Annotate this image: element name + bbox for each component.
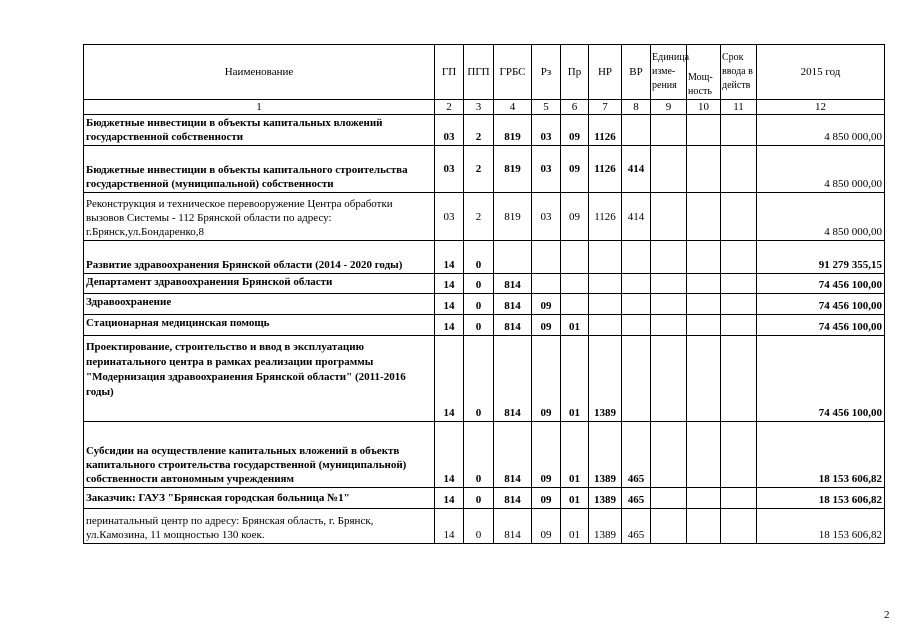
cell-grbs: 819: [494, 115, 532, 146]
cell-pr: 01: [561, 509, 589, 544]
cell-gp: 14: [435, 488, 464, 509]
cell-grbs: 814: [494, 294, 532, 315]
row-name: Субсидии на осуществление капитальных вложений в объектв капитального строительства государственной (муниципальной) собственности автономным учреждениям: [84, 422, 435, 488]
cell-vr: [622, 336, 651, 422]
header-row: [84, 45, 885, 100]
cell-gp: 14: [435, 274, 464, 294]
cell-term: [721, 146, 757, 193]
column-number: 11: [721, 100, 757, 115]
cell-term: [721, 422, 757, 488]
cell-nr: [589, 274, 622, 294]
cell-pr: 01: [561, 488, 589, 509]
table-row: [84, 488, 885, 509]
cell-term: [721, 193, 757, 241]
column-number: 8: [622, 100, 651, 115]
cell-pgp: 0: [464, 315, 494, 336]
cell-unit: [651, 488, 687, 509]
cell-vr: [622, 294, 651, 315]
cell-rz: 03: [532, 146, 561, 193]
cell-capacity: [687, 315, 721, 336]
cell-unit: [651, 315, 687, 336]
cell-nr: [589, 315, 622, 336]
cell-unit: [651, 241, 687, 274]
cell-grbs: 814: [494, 274, 532, 294]
cell-gp: 14: [435, 241, 464, 274]
cell-nr: 1389: [589, 509, 622, 544]
cell-amount: 18 153 606,82: [757, 488, 885, 509]
cell-rz: 03: [532, 115, 561, 146]
cell-pgp: 0: [464, 488, 494, 509]
cell-amount: 18 153 606,82: [757, 422, 885, 488]
header-nr: НР: [589, 45, 622, 100]
cell-vr: 414: [622, 193, 651, 241]
header-grbs: ГРБС: [494, 45, 532, 100]
cell-unit: [651, 274, 687, 294]
column-number: 6: [561, 100, 589, 115]
header-rz: Рз: [532, 45, 561, 100]
cell-grbs: 819: [494, 146, 532, 193]
cell-gp: 14: [435, 294, 464, 315]
cell-term: [721, 488, 757, 509]
cell-amount: 74 456 100,00: [757, 315, 885, 336]
cell-pgp: 2: [464, 115, 494, 146]
cell-rz: 09: [532, 509, 561, 544]
cell-nr: 1126: [589, 146, 622, 193]
row-name: Здравоохранение: [84, 294, 435, 315]
cell-unit: [651, 193, 687, 241]
cell-nr: 1389: [589, 488, 622, 509]
cell-rz: [532, 241, 561, 274]
cell-nr: 1126: [589, 115, 622, 146]
cell-grbs: 814: [494, 509, 532, 544]
cell-nr: 1389: [589, 336, 622, 422]
cell-term: [721, 336, 757, 422]
cell-rz: 09: [532, 422, 561, 488]
cell-pgp: 2: [464, 146, 494, 193]
cell-amount: 74 456 100,00: [757, 336, 885, 422]
header-term: Срок ввода в действ: [721, 45, 757, 100]
cell-unit: [651, 115, 687, 146]
cell-pgp: 0: [464, 422, 494, 488]
cell-amount: 74 456 100,00: [757, 274, 885, 294]
table-row: [84, 422, 885, 488]
cell-capacity: [687, 509, 721, 544]
page-number: 2: [884, 609, 890, 621]
cell-pgp: 0: [464, 274, 494, 294]
budget-table: [83, 44, 885, 544]
column-number: 4: [494, 100, 532, 115]
cell-pr: 09: [561, 193, 589, 241]
header-pr: Пр: [561, 45, 589, 100]
cell-amount: 4 850 000,00: [757, 193, 885, 241]
cell-capacity: [687, 241, 721, 274]
cell-term: [721, 274, 757, 294]
header-capacity: Мощ-ность: [687, 45, 721, 100]
cell-amount: 4 850 000,00: [757, 115, 885, 146]
cell-grbs: 819: [494, 193, 532, 241]
cell-vr: 414: [622, 146, 651, 193]
column-number-row: [84, 100, 885, 115]
header-gp: ГП: [435, 45, 464, 100]
cell-nr: [589, 294, 622, 315]
cell-rz: 09: [532, 315, 561, 336]
cell-nr: [589, 241, 622, 274]
cell-gp: 14: [435, 422, 464, 488]
row-name: Развитие здравоохранения Брянской области (2014 - 2020 годы): [84, 241, 435, 274]
column-number: 9: [651, 100, 687, 115]
cell-pgp: 0: [464, 294, 494, 315]
header-pgp: ПГП: [464, 45, 494, 100]
cell-rz: 03: [532, 193, 561, 241]
header-unit: Единица изме-рения: [651, 45, 687, 100]
cell-vr: 465: [622, 488, 651, 509]
cell-grbs: [494, 241, 532, 274]
cell-unit: [651, 422, 687, 488]
header-year: 2015 год: [757, 45, 885, 100]
cell-gp: 03: [435, 115, 464, 146]
table-row: [84, 274, 885, 294]
row-name: Стационарная медицинская помощь: [84, 315, 435, 336]
cell-nr: 1126: [589, 193, 622, 241]
table-row: [84, 193, 885, 241]
cell-grbs: 814: [494, 422, 532, 488]
cell-amount: 18 153 606,82: [757, 509, 885, 544]
cell-vr: [622, 315, 651, 336]
cell-nr: 1389: [589, 422, 622, 488]
cell-capacity: [687, 115, 721, 146]
cell-vr: [622, 241, 651, 274]
cell-grbs: 814: [494, 315, 532, 336]
table-row: [84, 146, 885, 193]
cell-term: [721, 294, 757, 315]
column-number: 7: [589, 100, 622, 115]
cell-unit: [651, 509, 687, 544]
table-row: [84, 115, 885, 146]
cell-rz: 09: [532, 336, 561, 422]
table-row: [84, 509, 885, 544]
cell-pr: [561, 274, 589, 294]
cell-vr: 465: [622, 509, 651, 544]
row-name: Реконструкция и техническое перевооружение Центра обработки вызовов Системы - 112 Брянской области по адресу: г.Брянск,ул.Бондаренко,8: [84, 193, 435, 241]
row-name: Бюджетные инвестиции в объекты капитальных вложений государственной собственности: [84, 115, 435, 146]
cell-pr: 01: [561, 422, 589, 488]
table-row: [84, 241, 885, 274]
table-row: [84, 294, 885, 315]
cell-pgp: 0: [464, 509, 494, 544]
cell-capacity: [687, 422, 721, 488]
cell-vr: [622, 274, 651, 294]
cell-term: [721, 115, 757, 146]
cell-pr: 01: [561, 315, 589, 336]
cell-pr: 01: [561, 336, 589, 422]
row-name: Заказчик: ГАУЗ "Брянская городская больница №1": [84, 488, 435, 509]
cell-pgp: 2: [464, 193, 494, 241]
cell-capacity: [687, 336, 721, 422]
cell-unit: [651, 294, 687, 315]
cell-unit: [651, 336, 687, 422]
cell-amount: 74 456 100,00: [757, 294, 885, 315]
column-number: 3: [464, 100, 494, 115]
cell-pr: 09: [561, 115, 589, 146]
cell-grbs: 814: [494, 336, 532, 422]
cell-capacity: [687, 294, 721, 315]
table-row: [84, 315, 885, 336]
cell-pr: 09: [561, 146, 589, 193]
cell-gp: 14: [435, 509, 464, 544]
cell-capacity: [687, 193, 721, 241]
cell-pgp: 0: [464, 336, 494, 422]
cell-gp: 14: [435, 336, 464, 422]
cell-gp: 14: [435, 315, 464, 336]
cell-gp: 03: [435, 193, 464, 241]
cell-term: [721, 509, 757, 544]
row-name: Департамент здравоохранения Брянской области: [84, 274, 435, 294]
cell-gp: 03: [435, 146, 464, 193]
cell-rz: 09: [532, 294, 561, 315]
row-name: перинатальный центр по адресу: Брянская область, г. Брянск, ул.Камозина, 11 мощностью 130 коек.: [84, 509, 435, 544]
cell-unit: [651, 146, 687, 193]
cell-capacity: [687, 274, 721, 294]
cell-grbs: 814: [494, 488, 532, 509]
cell-term: [721, 241, 757, 274]
column-number: 5: [532, 100, 561, 115]
cell-vr: [622, 115, 651, 146]
header-name: Наименование: [84, 45, 435, 100]
column-number: 12: [757, 100, 885, 115]
row-name: Проектирование, строительство и ввод в эксплуатацию перинатального центра в рамках реализации программы "Модернизация здравоохранения Брянской области" (2011-2016 годы): [84, 336, 435, 422]
cell-capacity: [687, 146, 721, 193]
cell-pr: [561, 294, 589, 315]
cell-pgp: 0: [464, 241, 494, 274]
cell-amount: 91 279 355,15: [757, 241, 885, 274]
cell-pr: [561, 241, 589, 274]
header-vr: ВР: [622, 45, 651, 100]
cell-term: [721, 315, 757, 336]
cell-amount: 4 850 000,00: [757, 146, 885, 193]
column-number: 1: [84, 100, 435, 115]
column-number: 10: [687, 100, 721, 115]
table-row: [84, 336, 885, 422]
cell-rz: 09: [532, 488, 561, 509]
cell-rz: [532, 274, 561, 294]
cell-vr: 465: [622, 422, 651, 488]
cell-capacity: [687, 488, 721, 509]
column-number: 2: [435, 100, 464, 115]
row-name: Бюджетные инвестиции в объекты капитального строительства государственной (муниципальной) собственности: [84, 146, 435, 193]
